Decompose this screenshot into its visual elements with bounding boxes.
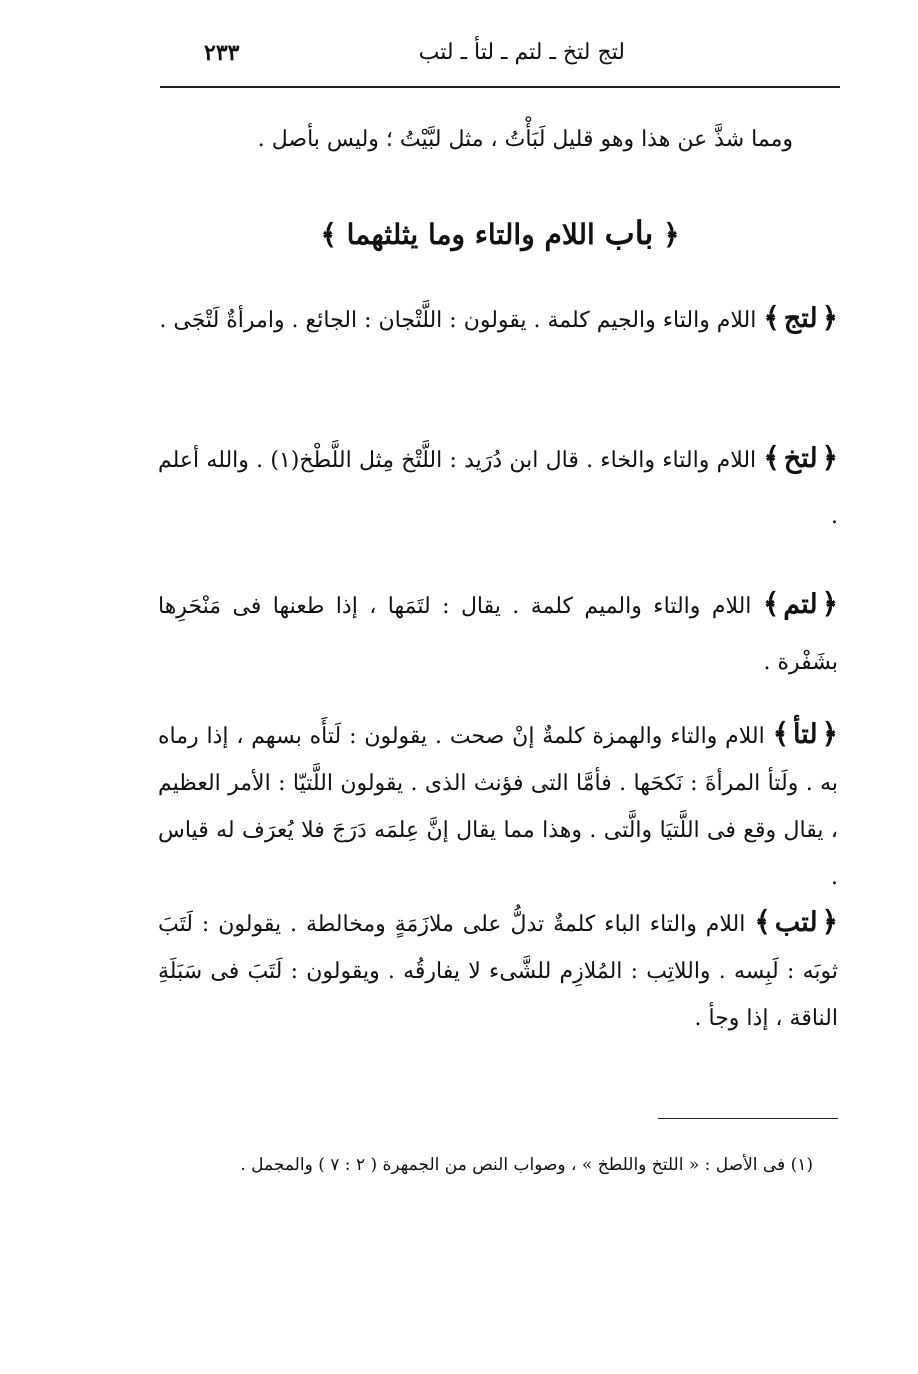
entry-text: اللام والتاء والجيم كلمة . يقولون : اللَّتْجان : الجائع . وامرأةٌ لَتْجَى .	[159, 308, 757, 333]
footnote-divider	[658, 1118, 838, 1119]
footnote: (١) فى الأصل : « اللتخ واللطخ » ، وصواب النص من الجمهرة ( ٢ : ٧ ) والمجمل .	[240, 1155, 813, 1175]
entry-headword: لتخ	[783, 443, 818, 474]
header-divider	[160, 86, 840, 88]
heading-word: باب	[604, 214, 654, 252]
entry-text: اللام والتاء والميم كلمة . يقال : لتَمَها ، إذا طعنها فى مَنْحَرِها بشَفْرة .	[158, 594, 838, 675]
entry-headword: لتم	[783, 589, 818, 620]
dictionary-entry	[158, 710, 838, 901]
page-number: ٢٣٣	[204, 40, 240, 66]
chapter-heading	[160, 214, 840, 252]
entry-close-bracket: ﴾	[763, 441, 780, 474]
entry-close-bracket: ﴾	[772, 717, 789, 750]
entry-text: اللام والتاء الباء كلمةٌ تدلُّ على ملازَمَةٍ ومخالطة . يقولون : لَتَبَ ثوبَه : لَبِسه . واللاتِب : المُلازِم للشَّىء لا يفارقُه . ويقولون : لَتَبَ فى سَبَلَةِ الناقة ، إذا وجأ .	[158, 912, 838, 1031]
intro-paragraph: ومما شذَّ عن هذا وهو قليل لَبَأْتُ ، مثل لبَّيْتُ ؛ وليس بأصل .	[257, 127, 793, 152]
dictionary-entry	[158, 290, 838, 349]
entry-close-bracket: ﴾	[754, 905, 771, 938]
header-title: لتج لتخ ـ لتم ـ لتأ ـ لتب	[418, 40, 625, 65]
running-header	[160, 38, 840, 82]
heading-rest: اللام والتاء وما يثلثهما	[346, 218, 595, 251]
heading-close-bracket: ﴾	[320, 218, 337, 251]
entry-text: اللام والتاء والهمزة كلمةٌ إنْ صحت . يقولون : لَتأَه بسهم ، إذا رماه به . ولَتأ المرأةَ : نَكحَها . فأمَّا التى فؤنث الذى . يقولون اللَّتيّا : الأمر العظيم ، يقال وقع فى اللَّتيَا والَّتى . وهذا مما يقال إنَّ عِلمَه دَرَجَ فلا يُعرَف له قياس .	[158, 724, 838, 890]
entry-open-bracket: ﴿	[821, 587, 838, 620]
entry-open-bracket: ﴿	[821, 441, 838, 474]
entry-close-bracket: ﴾	[763, 301, 780, 334]
entry-headword: لتب	[774, 907, 818, 938]
dictionary-entry	[158, 898, 838, 1042]
entry-open-bracket: ﴿	[821, 301, 838, 334]
entry-text: اللام والتاء والخاء . قال ابن دُرَيد : اللَّتْخ مِثل اللَّطْخ(١) . والله أعلم .	[158, 448, 838, 529]
dictionary-entry	[158, 430, 838, 545]
entry-headword: لتج	[783, 303, 818, 334]
entry-headword: لتأ	[792, 719, 818, 750]
entry-open-bracket: ﴿	[821, 905, 839, 938]
heading-open-bracket: ﴿	[663, 218, 680, 251]
entry-close-bracket: ﴾	[762, 587, 780, 620]
dictionary-entry	[158, 576, 838, 691]
entry-open-bracket: ﴿	[821, 717, 838, 750]
